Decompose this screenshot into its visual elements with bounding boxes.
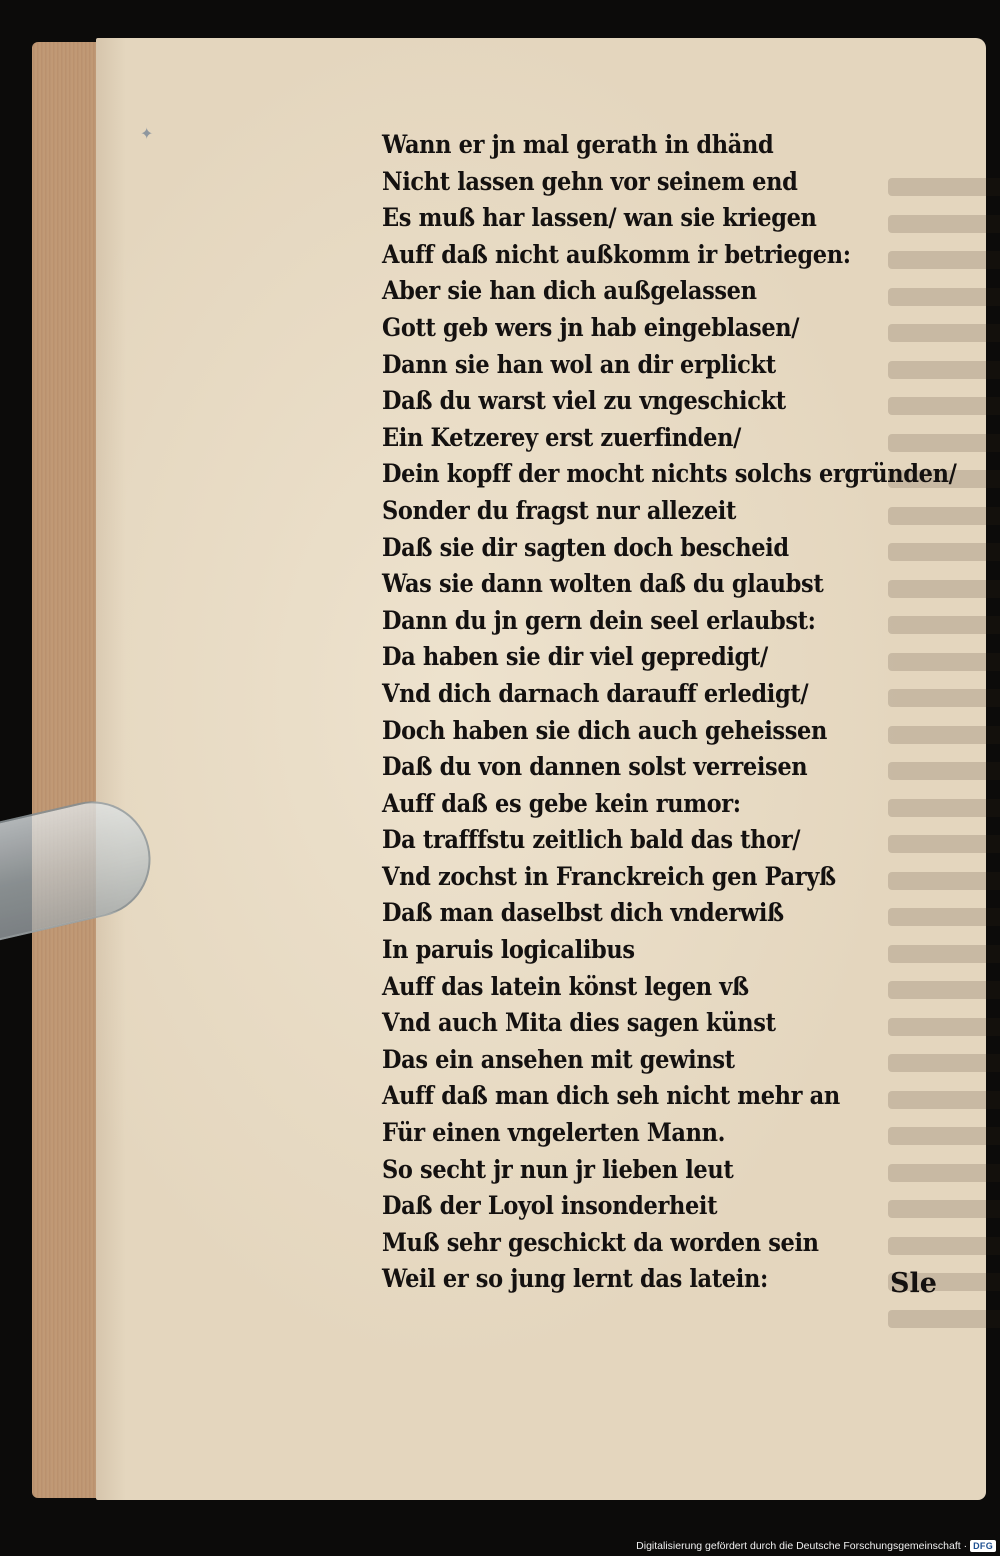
verse-line: In paruis logicalibus [382,935,635,965]
pin-mark-icon: ✦ [140,124,154,143]
verse-line: Vnd zochst in Franckreich gen Paryß [382,861,836,891]
verse-line: Daß du warst viel zu vngeschickt [382,386,786,416]
verse-line: Vnd auch Mita dies sagen künst [382,1008,776,1038]
verse-line: Da trafffstu zeitlich bald das thor/ [382,825,801,855]
verse-line: Dann sie han wol an dir erplickt [382,349,776,379]
verse-line: Da haben sie dir viel gepredigt/ [382,642,768,672]
verse-line: Für einen vngelerten Mann. [382,1118,726,1148]
verse-line: Doch haben sie dich auch geheissen [382,715,827,745]
verse-line: Wann er jn mal gerath in dhänd [382,130,774,159]
verse-line: Weil er so jung lernt das latein: [382,1264,768,1294]
verse-line: Das ein ansehen mit gewinst [382,1044,735,1074]
verse-line: Ein Ketzerey erst zuerfinden/ [382,422,741,452]
verse-text-block [382,127,982,1298]
verse-line: Sonder du fragst nur allezeit [382,495,737,525]
credit-text: Digitalisierung gefördert durch die Deutsche Forschungsgemeinschaft · [636,1540,968,1552]
verse-line: Muß sehr geschickt da worden sein [382,1227,819,1257]
verse-line: Auff daß man dich seh nicht mehr an [382,1081,840,1111]
verse-line: Daß man daselbst dich vnderwiß [382,898,784,928]
digitization-credit [636,1540,996,1552]
dfg-logo: DFG [970,1540,996,1552]
verse-line: Vnd dich darnach darauff erledigt/ [382,678,809,708]
verse-line: Auff daß es gebe kein rumor: [382,788,741,818]
verse-line: Dann du jn gern dein seel erlaubst: [382,605,816,635]
verse-line: Dein kopff der mocht nichts solchs ergründen/ [382,459,957,489]
verse-line: Daß du von dannen solst verreisen [382,752,808,782]
catchword: Sle [890,1268,937,1299]
verse-line: So secht jr nun jr lieben leut [382,1154,734,1184]
verse-line: Aber sie han dich außgelassen [382,276,757,306]
verse-line: Nicht lassen gehn vor seinem end [382,166,798,196]
verse-line: Auff daß nicht außkomm ir betriegen: [382,239,851,269]
verse-line: Daß sie dir sagten doch bescheid [382,532,789,562]
verse-line: Daß der Loyol insonderheit [382,1191,718,1221]
verse-line: Gott geb wers jn hab eingeblasen/ [382,312,800,342]
verse-line: Es muß har lassen/ wan sie kriegen [382,203,817,233]
verse-line: Was sie dann wolten daß du glaubst [382,569,824,599]
verse-line: Auff das latein könst legen vß [382,971,749,1001]
